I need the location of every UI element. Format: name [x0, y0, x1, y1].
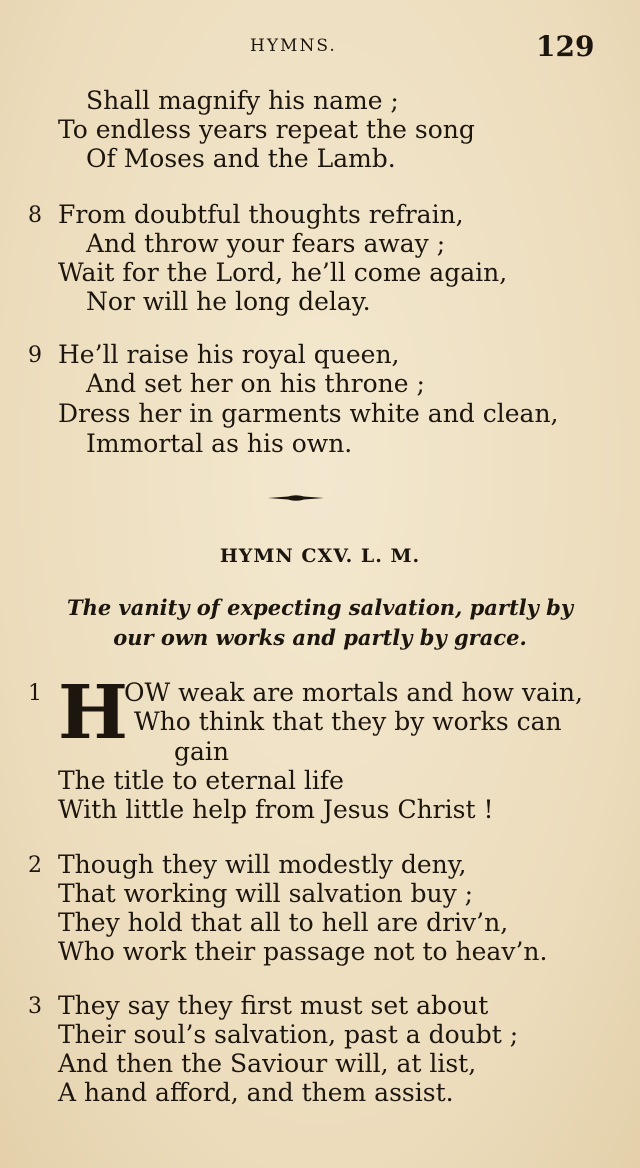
verse-line: And then the Saviour will, at list,: [58, 1049, 477, 1078]
hymn-heading: HYMN CXV. L. M.: [219, 545, 421, 567]
verse-line: And set her on his throne ;: [86, 369, 425, 398]
verse-line: A hand afford, and them assist.: [58, 1078, 454, 1107]
verse-line: Immortal as his own.: [86, 429, 353, 458]
verse-line: gain: [174, 737, 230, 766]
hymn-subtitle-line: The vanity of expecting salvation, partly by: [66, 595, 574, 620]
verse-number: 3: [28, 994, 42, 1019]
verse-line: Wait for the Lord, he’ll come again,: [58, 258, 508, 287]
verse-line: They say they first must set about: [58, 991, 489, 1020]
verse-line: To endless years repeat the song: [58, 115, 475, 144]
hymn-subtitle-line: our own works and partly by grace.: [113, 625, 527, 650]
ornamental-rule: [268, 493, 324, 503]
verse-line: Who think that they by works can: [134, 707, 562, 736]
verse-line: Of Moses and the Lamb.: [86, 144, 396, 173]
verse-number: 2: [28, 853, 42, 878]
verse-line: Dress her in garments white and clean,: [58, 399, 559, 428]
running-title: HYMNS.: [250, 36, 337, 56]
verse-line: With little help from Jesus Christ !: [58, 795, 494, 824]
verse-line: He’ll raise his royal queen,: [58, 340, 400, 369]
verse-number: 9: [28, 343, 42, 368]
verse-line: From doubtful thoughts refrain,: [58, 200, 464, 229]
running-head: [0, 30, 640, 64]
verse-line: And throw your fears away ;: [86, 229, 446, 258]
verse-line: That working will salvation buy ;: [58, 879, 474, 908]
page-number: 129: [536, 30, 595, 63]
verse-line: OW weak are mortals and how vain,: [124, 678, 583, 707]
verse-line: Nor will he long delay.: [86, 287, 371, 316]
verse-line: Who work their passage not to heav’n.: [58, 937, 548, 966]
verse-line: Though they will modestly deny,: [58, 850, 467, 879]
verse-line: They hold that all to hell are driv’n,: [58, 908, 509, 937]
verse-line: The title to eternal life: [58, 766, 344, 795]
verse-number: 1: [28, 681, 42, 706]
verse-number: 8: [28, 203, 42, 228]
verse-line: Their soul’s salvation, past a doubt ;: [58, 1020, 519, 1049]
drop-cap: H: [58, 670, 128, 756]
verse-line: Shall magnify his name ;: [86, 86, 399, 115]
